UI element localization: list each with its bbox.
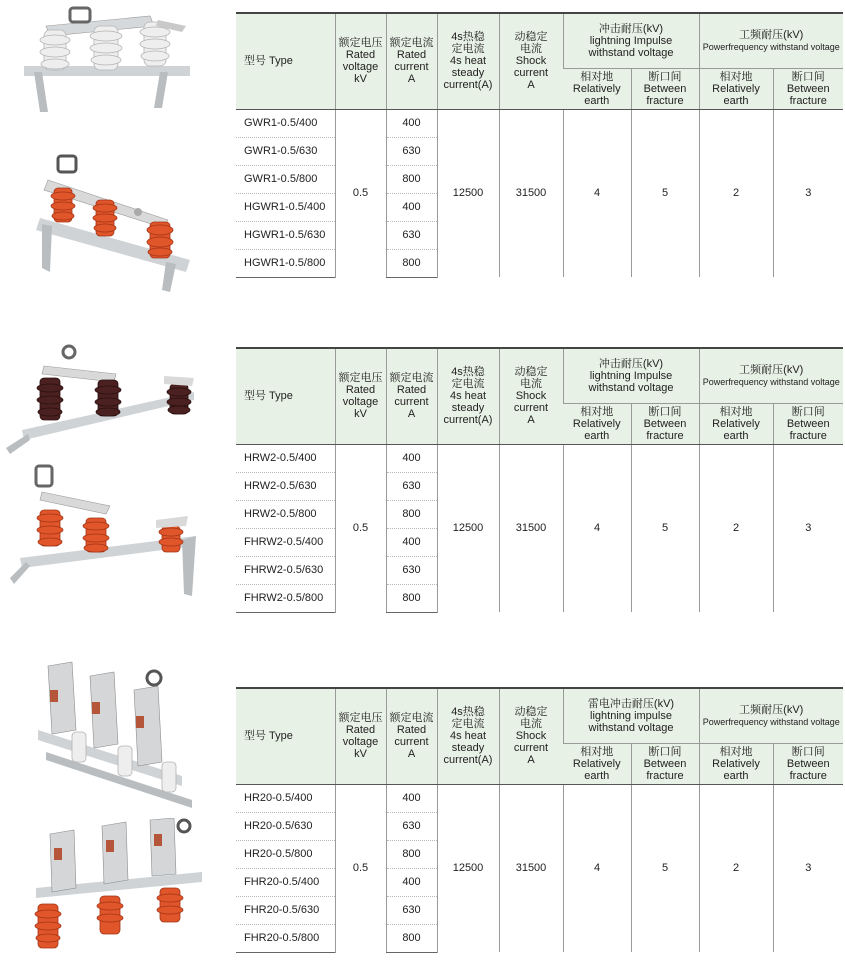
rated-current-cell: 630 — [386, 812, 437, 840]
header-impulse-earth: 相对地 Relatively earth — [563, 68, 631, 109]
power-fracture-cell: 3 — [773, 109, 843, 277]
table-row — [236, 109, 843, 137]
header-shock-current: 动稳定 电流 Shock current A — [499, 688, 563, 784]
rated-voltage-cell: 0.5 — [335, 444, 386, 612]
impulse-earth-cell: 4 — [563, 109, 631, 277]
rated-current-cell: 400 — [386, 784, 437, 812]
header-rated-voltage: 额定电压 Rated voltage kV — [335, 13, 386, 109]
impulse-earth-cell: 4 — [563, 444, 631, 612]
rated-current-cell: 800 — [386, 840, 437, 868]
heat-steady-current-cell: 12500 — [437, 109, 499, 277]
product-photo-hrw2-brown — [4, 344, 204, 454]
product-photo-hgwr1-orange — [18, 150, 218, 295]
table-row — [236, 444, 843, 472]
header-rated-current: 额定电流 Rated current A — [386, 688, 437, 784]
header-power-frequency: 工频耐压(kV) Powerfrequency withstand voltage — [699, 688, 843, 743]
header-power-fracture: 断口间 Between fracture — [773, 403, 843, 444]
model-cell: HR20-0.5/630 — [236, 812, 335, 840]
header-heat-steady-current: 4s热稳 定电流 4s heat steady current(A) — [437, 348, 499, 444]
header-shock-current: 动稳定 电流 Shock current A — [499, 348, 563, 444]
header-type: 型号 Type — [236, 348, 335, 444]
rated-current-cell: 800 — [386, 500, 437, 528]
rated-current-cell: 800 — [386, 924, 437, 952]
model-cell: HRW2-0.5/800 — [236, 500, 335, 528]
header-rated-voltage: 额定电压 Rated voltage kV — [335, 688, 386, 784]
model-cell: HGWR1-0.5/400 — [236, 193, 335, 221]
product-photo-gwr1-white — [10, 4, 205, 116]
header-power-earth: 相对地 Relatively earth — [699, 68, 773, 109]
header-heat-steady-current: 4s热稳 定电流 4s heat steady current(A) — [437, 688, 499, 784]
header-impulse-withstand: 冲击耐压(kV) lightning Impulse withstand voltage — [563, 13, 699, 68]
header-type: 型号 Type — [236, 688, 335, 784]
model-cell: GWR1-0.5/630 — [236, 137, 335, 165]
shock-current-cell: 31500 — [499, 444, 563, 612]
header-power-fracture: 断口间 Between fracture — [773, 68, 843, 109]
table-row — [236, 784, 843, 812]
model-cell: FHRW2-0.5/800 — [236, 584, 335, 612]
rated-current-cell: 800 — [386, 165, 437, 193]
rated-current-cell: 400 — [386, 444, 437, 472]
rated-voltage-cell: 0.5 — [335, 109, 386, 277]
model-cell: FHRW2-0.5/400 — [236, 528, 335, 556]
header-rated-current: 额定电流 Rated current A — [386, 13, 437, 109]
header-power-earth: 相对地 Relatively earth — [699, 403, 773, 444]
model-cell: HR20-0.5/400 — [236, 784, 335, 812]
shock-current-cell: 31500 — [499, 109, 563, 277]
shock-current-cell: 31500 — [499, 784, 563, 952]
rated-voltage-cell: 0.5 — [335, 784, 386, 952]
impulse-fracture-cell: 5 — [631, 109, 699, 277]
header-impulse-withstand: 雷电冲击耐压(kV) lightning impulse withstand voltage — [563, 688, 699, 743]
rated-current-cell: 630 — [386, 896, 437, 924]
product-photo-hr20 — [32, 660, 208, 810]
model-cell: HRW2-0.5/400 — [236, 444, 335, 472]
model-cell: FHR20-0.5/800 — [236, 924, 335, 952]
rated-current-cell: 630 — [386, 556, 437, 584]
model-cell: HRW2-0.5/630 — [236, 472, 335, 500]
model-cell: GWR1-0.5/400 — [236, 109, 335, 137]
header-power-fracture: 断口间 Between fracture — [773, 743, 843, 784]
rated-current-cell: 630 — [386, 472, 437, 500]
header-rated-voltage: 额定电压 Rated voltage kV — [335, 348, 386, 444]
rated-current-cell: 630 — [386, 221, 437, 249]
header-power-frequency: 工频耐压(kV) Powerfrequency withstand voltage — [699, 348, 843, 403]
model-cell: HGWR1-0.5/630 — [236, 221, 335, 249]
rated-current-cell: 400 — [386, 528, 437, 556]
product-photo-fhrw2-orange — [6, 462, 204, 598]
heat-steady-current-cell: 12500 — [437, 784, 499, 952]
power-earth-cell: 2 — [699, 444, 773, 612]
spec-table-hr20 — [236, 687, 843, 953]
power-earth-cell: 2 — [699, 784, 773, 952]
header-type: 型号 Type — [236, 13, 335, 109]
power-fracture-cell: 3 — [773, 784, 843, 952]
model-cell: HR20-0.5/800 — [236, 840, 335, 868]
header-impulse-earth: 相对地 Relatively earth — [563, 743, 631, 784]
header-impulse-withstand: 冲击耐压(kV) lightning Impulse withstand voltage — [563, 348, 699, 403]
rated-current-cell: 400 — [386, 193, 437, 221]
rated-current-cell: 400 — [386, 109, 437, 137]
model-cell: FHRW2-0.5/630 — [236, 556, 335, 584]
header-heat-steady-current: 4s热稳 定电流 4s heat steady current(A) — [437, 13, 499, 109]
rated-current-cell: 800 — [386, 584, 437, 612]
product-photo-fhr20 — [30, 818, 208, 958]
rated-current-cell: 800 — [386, 249, 437, 277]
rated-current-cell: 630 — [386, 137, 437, 165]
header-rated-current: 额定电流 Rated current A — [386, 348, 437, 444]
header-impulse-earth: 相对地 Relatively earth — [563, 403, 631, 444]
impulse-fracture-cell: 5 — [631, 784, 699, 952]
header-power-frequency: 工频耐压(kV) Powerfrequency withstand voltage — [699, 13, 843, 68]
model-cell: HGWR1-0.5/800 — [236, 249, 335, 277]
header-impulse-fracture: 断口间 Between fracture — [631, 403, 699, 444]
header-impulse-fracture: 断口间 Between fracture — [631, 68, 699, 109]
spec-table-hrw2 — [236, 347, 843, 613]
header-shock-current: 动稳定 电流 Shock current A — [499, 13, 563, 109]
heat-steady-current-cell: 12500 — [437, 444, 499, 612]
header-power-earth: 相对地 Relatively earth — [699, 743, 773, 784]
impulse-earth-cell: 4 — [563, 784, 631, 952]
spec-table-gwr1 — [236, 12, 843, 278]
model-cell: FHR20-0.5/630 — [236, 896, 335, 924]
rated-current-cell: 400 — [386, 868, 437, 896]
impulse-fracture-cell: 5 — [631, 444, 699, 612]
model-cell: FHR20-0.5/400 — [236, 868, 335, 896]
header-impulse-fracture: 断口间 Between fracture — [631, 743, 699, 784]
model-cell: GWR1-0.5/800 — [236, 165, 335, 193]
power-fracture-cell: 3 — [773, 444, 843, 612]
power-earth-cell: 2 — [699, 109, 773, 277]
